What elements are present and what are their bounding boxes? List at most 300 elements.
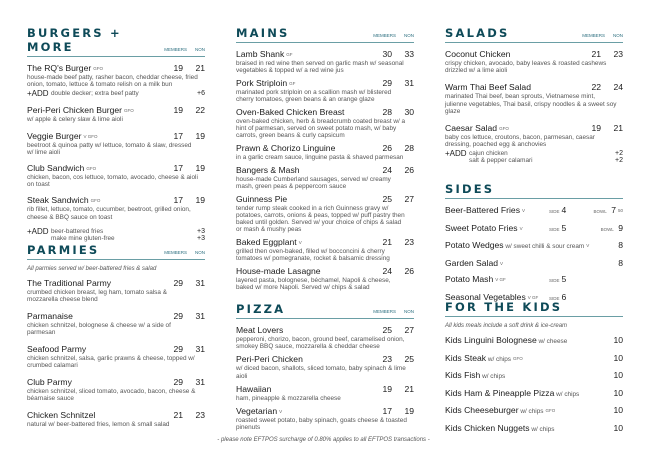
item-extra: w/ chips (554, 390, 580, 398)
item-description: house-made beef patty, rasher bacon, cheddar cheese, fried onion, tomato, lettuce & tomato relish on a milk bun (27, 74, 198, 89)
members-label: MEMBERS (373, 33, 396, 38)
non-members-price: 19 (195, 130, 205, 141)
item-name-text: Potato Mash (445, 274, 494, 284)
section-title: SALADS (445, 26, 510, 40)
menu-item (27, 344, 205, 369)
item-name (27, 410, 161, 421)
menu-item-row (236, 237, 414, 248)
non-members-label: NON (195, 47, 205, 52)
menu-item (27, 311, 205, 336)
menu-item-row (236, 266, 414, 277)
menu-item-row (445, 123, 623, 134)
item-description: chicken, bacon, cos lettuce, tomato, avocado, cheese & aioli on toast (27, 174, 198, 189)
item-name-text: Kids Cheeseburger (445, 405, 519, 415)
item-name-text: Oven-Baked Chicken Breast (236, 106, 345, 117)
non-members-price: 26 (404, 164, 414, 175)
item-description: marinated pork striploin on a scallion mash w/ blistered cherry tomatoes, green beans & an orange glaze (236, 88, 392, 104)
item-name (445, 423, 601, 435)
add-price: +3 (197, 227, 205, 235)
add-label: +ADD (445, 149, 467, 159)
item-name (27, 131, 161, 142)
add-price: +3 (197, 234, 205, 242)
section-header (445, 26, 623, 43)
add-price: +2 (615, 150, 623, 158)
bowl-value: 7 (608, 205, 616, 215)
item-name (236, 384, 370, 395)
add-label: +ADD (27, 226, 49, 236)
item-description: roasted sweet potato, baby spinach, goats cheese & toasted pinenuts (236, 417, 407, 432)
section-title: PARMIES (27, 243, 100, 257)
members-price: 29 (173, 343, 183, 354)
item-name-text: Peri-Peri Chicken Burger (27, 105, 123, 116)
add-on-options (27, 228, 205, 242)
item-name-text: Kids Linguini Bolognese (445, 335, 537, 345)
menu-item (27, 377, 205, 402)
menu-item-row (445, 49, 623, 60)
section-title: PIZZA (236, 302, 286, 316)
item-name-text: The RQ's Burger (27, 63, 92, 73)
item-description: w/ diced bacon, shallots, sliced tomato, baby spinach & lime aioli (236, 365, 406, 380)
menu-item-row (27, 163, 205, 174)
section-parmies (27, 243, 205, 435)
members-label: MEMBERS (373, 309, 396, 314)
item-name-text: Club Sandwich (27, 163, 85, 174)
members-price: 25 (382, 325, 392, 335)
menu-item (445, 258, 623, 269)
item-name-text: Seasonal Vegetables (445, 291, 526, 302)
section-kids (445, 300, 623, 440)
menu-item-row (236, 78, 414, 89)
item-extra: w/ sweet chilli & sour cream (503, 243, 585, 250)
dietary-tag: V GF (495, 277, 506, 282)
menu-item-row (236, 325, 414, 336)
menu-item-row (236, 406, 414, 417)
add-label: +ADD (27, 89, 49, 99)
bowl-price (583, 223, 623, 235)
item-description: rib fillet, lettuce, tomato, cucumber, beetroot, grilled onion, cheese & BBQ sauce on toast (27, 206, 191, 221)
menu-item (236, 165, 414, 190)
section-note: All parmies served w/ beer-battered fries & salad (27, 266, 157, 272)
side-label: SIDE (549, 226, 560, 232)
item-name-text: Baked Eggplant (236, 236, 297, 247)
item-name-text: House-made Lasagne (236, 265, 321, 276)
menu-item-row (27, 344, 205, 355)
non-members-price: 23 (613, 49, 623, 59)
item-description: tender rump steak cooked in a rich Guinness gravy w/ potatoes, carrots, onions & peas, topped w/ puff pastry then baked until golden. Served w/ your choice of chips & salad or mash & mushy peas (236, 204, 405, 234)
add-price: +2 (615, 157, 623, 165)
dietary-tag: GF (286, 52, 293, 57)
side-value: 5 (561, 222, 567, 233)
eftpos-surcharge-note: - please note EFTPOS surcharge of 0.80% applies to all EFTPOS transactions - (217, 437, 430, 443)
members-price: 22 (591, 82, 601, 93)
price-column-labels (373, 309, 414, 314)
members-price: 29 (173, 310, 183, 321)
item-description: chicken schnitzel, salsa, garlic prawns & cheese, topped w/ crumbed calamari (27, 354, 195, 370)
dietary-tag: GF (289, 80, 296, 86)
non-members-label: NON (404, 33, 414, 38)
side-label: SIDE (549, 295, 560, 301)
members-price: 21 (173, 409, 183, 420)
members-label: MEMBERS (582, 33, 605, 38)
menu-item-row (445, 388, 623, 400)
menu-item (445, 423, 623, 435)
section-burgers (27, 26, 205, 242)
members-price: 29 (173, 376, 183, 387)
add-options (47, 228, 197, 242)
menu-item (445, 274, 623, 286)
side-value: 5 (561, 274, 567, 284)
item-name (236, 165, 370, 176)
item-price: 8 (618, 240, 623, 250)
non-members-price: 27 (404, 325, 414, 335)
add-prices (615, 150, 623, 164)
item-name-text: Prawn & Chorizo Linguine (236, 142, 336, 153)
menu-item-row (445, 423, 623, 435)
item-extra: w/ cheese (536, 338, 568, 345)
menu-item (445, 353, 623, 365)
dietary-tag: GFO (124, 108, 134, 114)
item-name-text: Guinness Pie (236, 193, 288, 204)
menu-item (236, 143, 414, 161)
item-description: chicken schnitzel, sliced tomato, avocado, bacon, cheese & béarnaise sauce (27, 387, 196, 402)
item-name-text: Seafood Parmy (27, 343, 87, 354)
members-price: 19 (173, 105, 183, 116)
add-on-options (27, 90, 205, 98)
dietary-tag: V (298, 239, 302, 245)
item-description: grilled then oven-baked, filled w/ bocconcini & cherry tomatoes w/ pomegranate, rocket & balsamic dressing (236, 247, 390, 263)
item-name-text: Hawaiian (236, 383, 272, 394)
menu-item-row (236, 165, 414, 176)
section-header (445, 300, 623, 317)
members-price: 30 (382, 49, 392, 59)
non-members-price: 24 (613, 82, 623, 93)
add-price: +6 (197, 90, 205, 98)
add-options (47, 90, 197, 98)
section-title: MAINS (236, 26, 290, 40)
side-price (549, 274, 583, 286)
section-mains (236, 26, 414, 295)
item-name-text: Beer-Battered Fries (445, 205, 520, 215)
menu-item (27, 195, 205, 220)
side-value: 4 (561, 205, 567, 215)
menu-item (236, 237, 414, 262)
menu-item-row (445, 335, 623, 347)
dietary-tag: V (279, 409, 283, 415)
dietary-tag: GFO (93, 66, 103, 71)
dietary-tag: GFO (512, 355, 523, 361)
item-name (27, 63, 161, 74)
non-members-price: 21 (195, 63, 205, 73)
menu-item-row (236, 143, 414, 154)
item-name (445, 205, 549, 217)
item-description: baby cos lettuce, croutons, bacon, parmesan, caesar dressing, poached egg & anchovies (445, 134, 595, 149)
add-prices (197, 228, 205, 242)
add-prices (197, 90, 205, 98)
non-members-price: 19 (195, 195, 205, 206)
menu-item (236, 384, 414, 402)
menu-item (236, 49, 414, 74)
dietary-tag: V GF (527, 294, 539, 300)
item-name (27, 377, 161, 388)
item-description: crispy chicken, avocado, baby leaves & roasted cashews drizzled w/ a lime aioli (445, 60, 607, 75)
dietary-tag: V (586, 243, 590, 248)
section-header (27, 243, 205, 260)
menu-item (445, 82, 623, 115)
menu-item-row (445, 82, 623, 93)
item-description: in a garlic cream sauce, linguine pasta & shaved parmesan (236, 153, 404, 161)
item-name-text: Kids Chicken Nuggets (445, 422, 530, 433)
item-description: layered pasta, bolognese, béchamel, Napoli & cheese, baked w/ more Napoli. Served w/ chips & salad (236, 276, 391, 291)
menu-item (236, 266, 414, 291)
add-options (465, 150, 615, 164)
menu-item-row (445, 223, 623, 235)
item-name-text: Garden Salad (445, 257, 499, 268)
item-description: pepperoni, chorizo, bacon, ground beef, caramelised onion, smokey BBQ sauce, mozzarella & cheddar cheese (236, 336, 405, 351)
section-header (236, 26, 414, 43)
non-members-price: 22 (195, 105, 205, 116)
section-pizza (236, 302, 414, 435)
item-description: marinated Thai beef, bean sprouts, Vietnamese mint, julienne vegetables, Thai basil, crispy noodles & a sweet soy glaze (445, 93, 617, 115)
price-column-labels (582, 33, 623, 38)
add-option: double decker; extra beef patty (51, 90, 139, 98)
members-price: 26 (382, 142, 392, 153)
menu-item (27, 163, 205, 188)
members-price: 29 (173, 278, 183, 288)
members-label: MEMBERS (164, 47, 187, 52)
item-description: w/ apple & celery slaw & lime aioli (27, 116, 123, 124)
item-name-text: Kids Ham & Pineapple Pizza (445, 387, 555, 398)
members-price: 19 (591, 123, 601, 134)
item-name-text: Steak Sandwich (27, 195, 89, 206)
members-price: 25 (382, 193, 392, 204)
non-members-price: 26 (404, 265, 414, 276)
item-name (445, 388, 601, 400)
item-extra: w/ chips (486, 355, 511, 363)
item-name-text: Caesar Salad (445, 123, 498, 134)
menu-item-row (236, 194, 414, 205)
menu-item-row (27, 278, 205, 289)
menu-item (27, 105, 205, 123)
bowl-price (583, 274, 623, 286)
item-name-text: Bangers & Mash (236, 164, 300, 175)
dietary-tag: V GFO (83, 133, 98, 139)
non-members-price: 33 (404, 49, 414, 59)
item-name (27, 163, 161, 174)
item-name (236, 237, 370, 248)
members-price: 19 (382, 383, 392, 394)
non-members-label: NON (404, 309, 414, 314)
dietary-tag: GFO (545, 408, 556, 413)
item-description: beetroot & quinoa patty w/ lettuce, tomato & slaw, dressed w/ lime aioli (27, 141, 192, 156)
non-members-label: NON (613, 33, 623, 38)
item-name (27, 278, 161, 289)
members-price: 17 (173, 130, 183, 141)
non-members-price: 23 (195, 409, 205, 420)
item-name-text: Meat Lovers (236, 325, 284, 335)
members-price: 17 (173, 163, 183, 174)
dietary-tag: V (519, 225, 523, 231)
menu-item-row (236, 354, 414, 365)
item-description: house-made Cumberland sausages, served w/ creamy mash, green peas & peppercorn sauce (236, 175, 391, 190)
side-price (549, 205, 583, 217)
menu-item (445, 335, 623, 347)
item-name (236, 266, 370, 277)
item-name-text: The Traditional Parmy (27, 278, 112, 288)
menu-item (445, 240, 623, 252)
section-title: BURGERS + MORE (27, 26, 122, 54)
menu-item-row (27, 105, 205, 116)
menu-item-row (445, 258, 623, 269)
item-name-text: Coconut Chicken (445, 49, 511, 59)
add-option: beer-battered fries (51, 227, 104, 235)
item-name (445, 49, 579, 60)
members-price: 28 (382, 106, 392, 117)
menu-item (445, 223, 623, 235)
menu-item (27, 131, 205, 156)
dietary-tag: GFO (90, 198, 101, 204)
dietary-tag: GFO (86, 166, 97, 172)
item-name (445, 240, 601, 252)
dietary-tag: GFO (499, 126, 509, 132)
item-name-text: Warm Thai Beef Salad (445, 82, 531, 93)
section-title: FOR THE KIDS (445, 300, 563, 314)
non-members-price: 25 (404, 354, 414, 365)
item-name (27, 105, 161, 116)
menu-item-row (445, 353, 623, 365)
members-price: 17 (382, 406, 392, 417)
menu-item (445, 49, 623, 74)
item-price: 10 (613, 422, 623, 433)
members-price: 24 (382, 265, 392, 276)
item-description: chicken schnitzel, bolognese & cheese w/ a side of parmesan (27, 321, 171, 337)
menu-item-row (445, 274, 623, 286)
bowl-value: 9 (615, 222, 623, 233)
item-price: 10 (613, 405, 623, 415)
item-price: 8 (618, 257, 623, 268)
item-name (445, 274, 549, 286)
non-members-price: 31 (195, 376, 205, 387)
members-price: 29 (382, 77, 392, 88)
item-name-text: Parmanaise (27, 310, 73, 321)
menu-item (445, 205, 623, 217)
members-price: 24 (382, 164, 392, 175)
section-note: All kids meals include a soft drink & ice-cream (445, 323, 568, 329)
add-option: cajun chicken (469, 150, 508, 158)
item-name-text: Sweet Potato Fries (445, 222, 518, 233)
price-column-labels (373, 33, 414, 38)
menu-item (236, 194, 414, 234)
item-price: 10 (613, 387, 623, 398)
item-description: crumbed chicken breast, leg ham, tomato salsa & mozzarella cheese blend (27, 289, 167, 304)
item-name (445, 123, 579, 134)
item-name-text: Lamb Shank (236, 49, 285, 59)
item-name-text: Chicken Schnitzel (27, 409, 96, 420)
menu-item-row (445, 370, 623, 382)
non-members-price: 27 (404, 193, 414, 204)
menu-item (236, 354, 414, 379)
bowl-price (583, 205, 623, 217)
item-name (236, 107, 370, 118)
item-name (445, 223, 549, 235)
menu-item (27, 410, 205, 428)
item-extra: w/ chips (518, 408, 544, 415)
menu-item (236, 107, 414, 140)
bowl-cents: 50 (617, 208, 623, 213)
section-header (27, 26, 205, 57)
item-name (236, 49, 370, 60)
item-name (445, 370, 601, 382)
menu-item (236, 406, 414, 431)
item-description: natural w/ beer-battered fries, lemon & small salad (27, 420, 170, 428)
item-name (445, 353, 601, 365)
dietary-tag: V (522, 208, 526, 213)
section-sides (445, 182, 623, 309)
members-label: MEMBERS (164, 250, 187, 255)
item-name (445, 405, 601, 417)
item-name (27, 195, 161, 206)
menu-item (236, 325, 414, 350)
price-column-labels (164, 250, 205, 255)
dietary-tag: V (500, 260, 504, 266)
item-price: 10 (613, 370, 623, 380)
menu-item-row (236, 107, 414, 118)
side-label: SIDE (549, 209, 560, 214)
members-price: 21 (591, 49, 601, 59)
non-members-price: 30 (404, 106, 414, 117)
menu-item (236, 78, 414, 103)
item-name (445, 82, 579, 93)
section-header (445, 182, 623, 199)
menu-item-row (445, 405, 623, 417)
menu-item (445, 388, 623, 400)
item-name (27, 344, 161, 355)
non-members-price: 23 (404, 236, 414, 247)
menu-item-row (236, 49, 414, 60)
item-price: 10 (613, 335, 623, 345)
non-members-label: NON (195, 250, 205, 255)
item-name (236, 78, 370, 89)
item-name-text: Kids Steak (445, 352, 487, 363)
item-name (445, 258, 601, 269)
non-members-price: 28 (404, 142, 414, 153)
price-column-labels (164, 47, 205, 52)
section-title: SIDES (445, 182, 495, 196)
non-members-price: 19 (404, 406, 414, 417)
menu-item-row (27, 195, 205, 206)
members-price: 23 (382, 354, 392, 365)
non-members-price: 31 (404, 77, 414, 88)
item-extra: w/ chips (480, 373, 506, 380)
item-name-text: Club Parmy (27, 376, 72, 387)
menu-item-row (27, 377, 205, 388)
side-value: 6 (561, 291, 567, 302)
add-option: make mine gluten-free (51, 234, 115, 242)
section-salads (445, 26, 623, 172)
bowl-label: BOWL (600, 226, 614, 232)
menu-item-row (445, 205, 623, 217)
side-price (549, 223, 583, 235)
item-name (236, 406, 370, 417)
menu-item (445, 370, 623, 382)
item-name (236, 194, 370, 205)
add-option: salt & pepper calamari (469, 157, 533, 165)
menu-item (445, 123, 623, 164)
item-name-text: Pork Striploin (236, 77, 288, 88)
item-price: 10 (613, 352, 623, 363)
item-name-text: Peri-Peri Chicken (236, 354, 303, 365)
item-extra: w/ chips (529, 425, 555, 433)
item-name-text: Veggie Burger (27, 130, 82, 141)
